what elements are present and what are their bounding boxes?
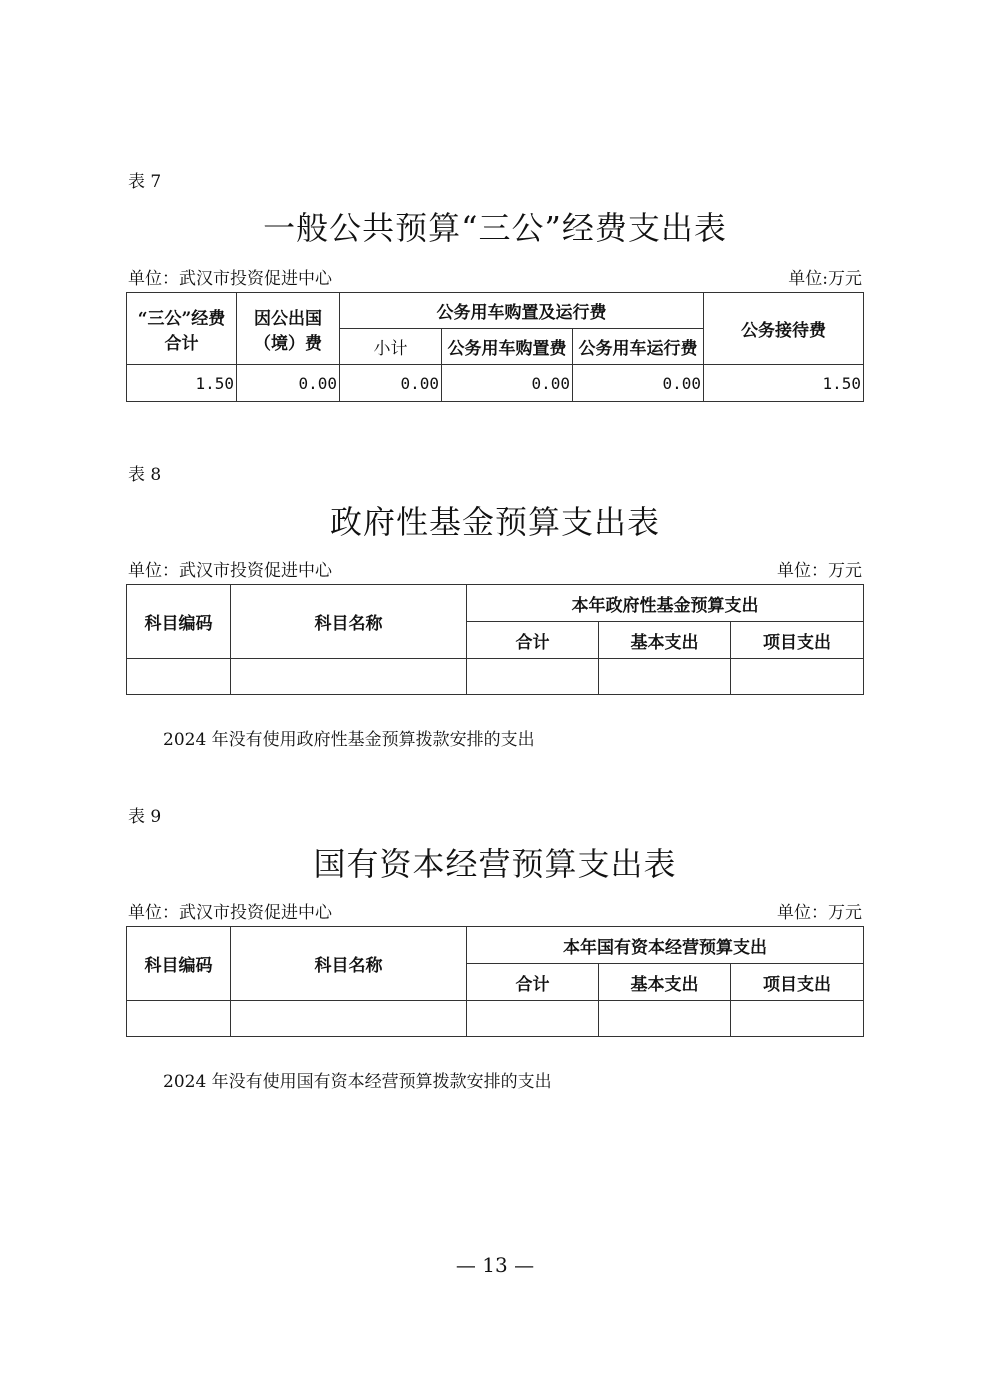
cell-reception-expense: 1.50: [704, 365, 864, 402]
table8-government-fund: [126, 584, 864, 695]
table-cell: [127, 659, 231, 695]
table-row: [127, 365, 864, 402]
table-cell: [127, 1001, 231, 1037]
cell-vehicle-operation: 0.00: [573, 365, 704, 402]
table-cell: [599, 659, 731, 695]
header-subject-name: 科目名称: [231, 585, 467, 659]
header-vehicle-operation: 公务用车运行费: [573, 329, 704, 365]
header-vehicle-subtotal: 小计: [340, 329, 442, 365]
header-project-expense: 项目支出: [731, 622, 864, 659]
header-basic-expense: 基本支出: [599, 964, 731, 1001]
header-reception-expense: 公务接待费: [704, 293, 864, 365]
table9-state-capital: [126, 926, 864, 1037]
table8-unit-currency: 单位：万元: [777, 561, 862, 581]
table7-label: 表 7: [128, 172, 162, 192]
header-total: 合计: [467, 622, 599, 659]
table8-note: 2024 年没有使用政府性基金预算拨款安排的支出: [163, 730, 535, 750]
table8-label: 表 8: [128, 465, 162, 485]
table9-unit-currency: 单位：万元: [777, 903, 862, 923]
header-vehicle-purchase: 公务用车购置费: [442, 329, 573, 365]
header-total: 合计: [467, 964, 599, 1001]
header-abroad-expense: 因公出国 （境）费: [237, 293, 340, 365]
table-cell: [731, 659, 864, 695]
header-capital-expense: 本年国有资本经营预算支出: [467, 927, 864, 964]
table7-three-public-expenses: [126, 292, 864, 402]
table8-title: 政府性基金预算支出表: [329, 503, 660, 541]
cell-vehicle-purchase: 0.00: [442, 365, 573, 402]
cell-abroad-expense: 0.00: [237, 365, 340, 402]
header-subject-code: 科目编码: [127, 585, 231, 659]
table-cell: [467, 659, 599, 695]
header-subject-code: 科目编码: [127, 927, 231, 1001]
table-cell: [231, 1001, 467, 1037]
table-cell: [231, 659, 467, 695]
header-vehicle-expense: 公务用车购置及运行费: [340, 293, 704, 329]
table9-title: 国有资本经营预算支出表: [313, 845, 677, 883]
table7-unit-org: 单位：武汉市投资促进中心: [128, 269, 332, 289]
table-row: [127, 1001, 864, 1037]
table9-note: 2024 年没有使用国有资本经营预算拨款安排的支出: [163, 1072, 552, 1092]
header-project-expense: 项目支出: [731, 964, 864, 1001]
table7-title: 一般公共预算“三公”经费支出表: [263, 209, 727, 247]
header-subject-name: 科目名称: [231, 927, 467, 1001]
table-row: [127, 659, 864, 695]
cell-three-public-total: 1.50: [127, 365, 237, 402]
table8-unit-org: 单位：武汉市投资促进中心: [128, 561, 332, 581]
header-three-public-total: “三公”经费 合计: [127, 293, 237, 365]
table9-unit-org: 单位：武汉市投资促进中心: [128, 903, 332, 923]
table7-unit-currency: 单位:万元: [788, 269, 862, 289]
header-fund-expense: 本年政府性基金预算支出: [467, 585, 864, 622]
table-cell: [599, 1001, 731, 1037]
table-cell: [731, 1001, 864, 1037]
table9-label: 表 9: [128, 807, 162, 827]
header-basic-expense: 基本支出: [599, 622, 731, 659]
cell-vehicle-subtotal: 0.00: [340, 365, 442, 402]
table-cell: [467, 1001, 599, 1037]
page-number: — 13 —: [455, 1253, 535, 1277]
